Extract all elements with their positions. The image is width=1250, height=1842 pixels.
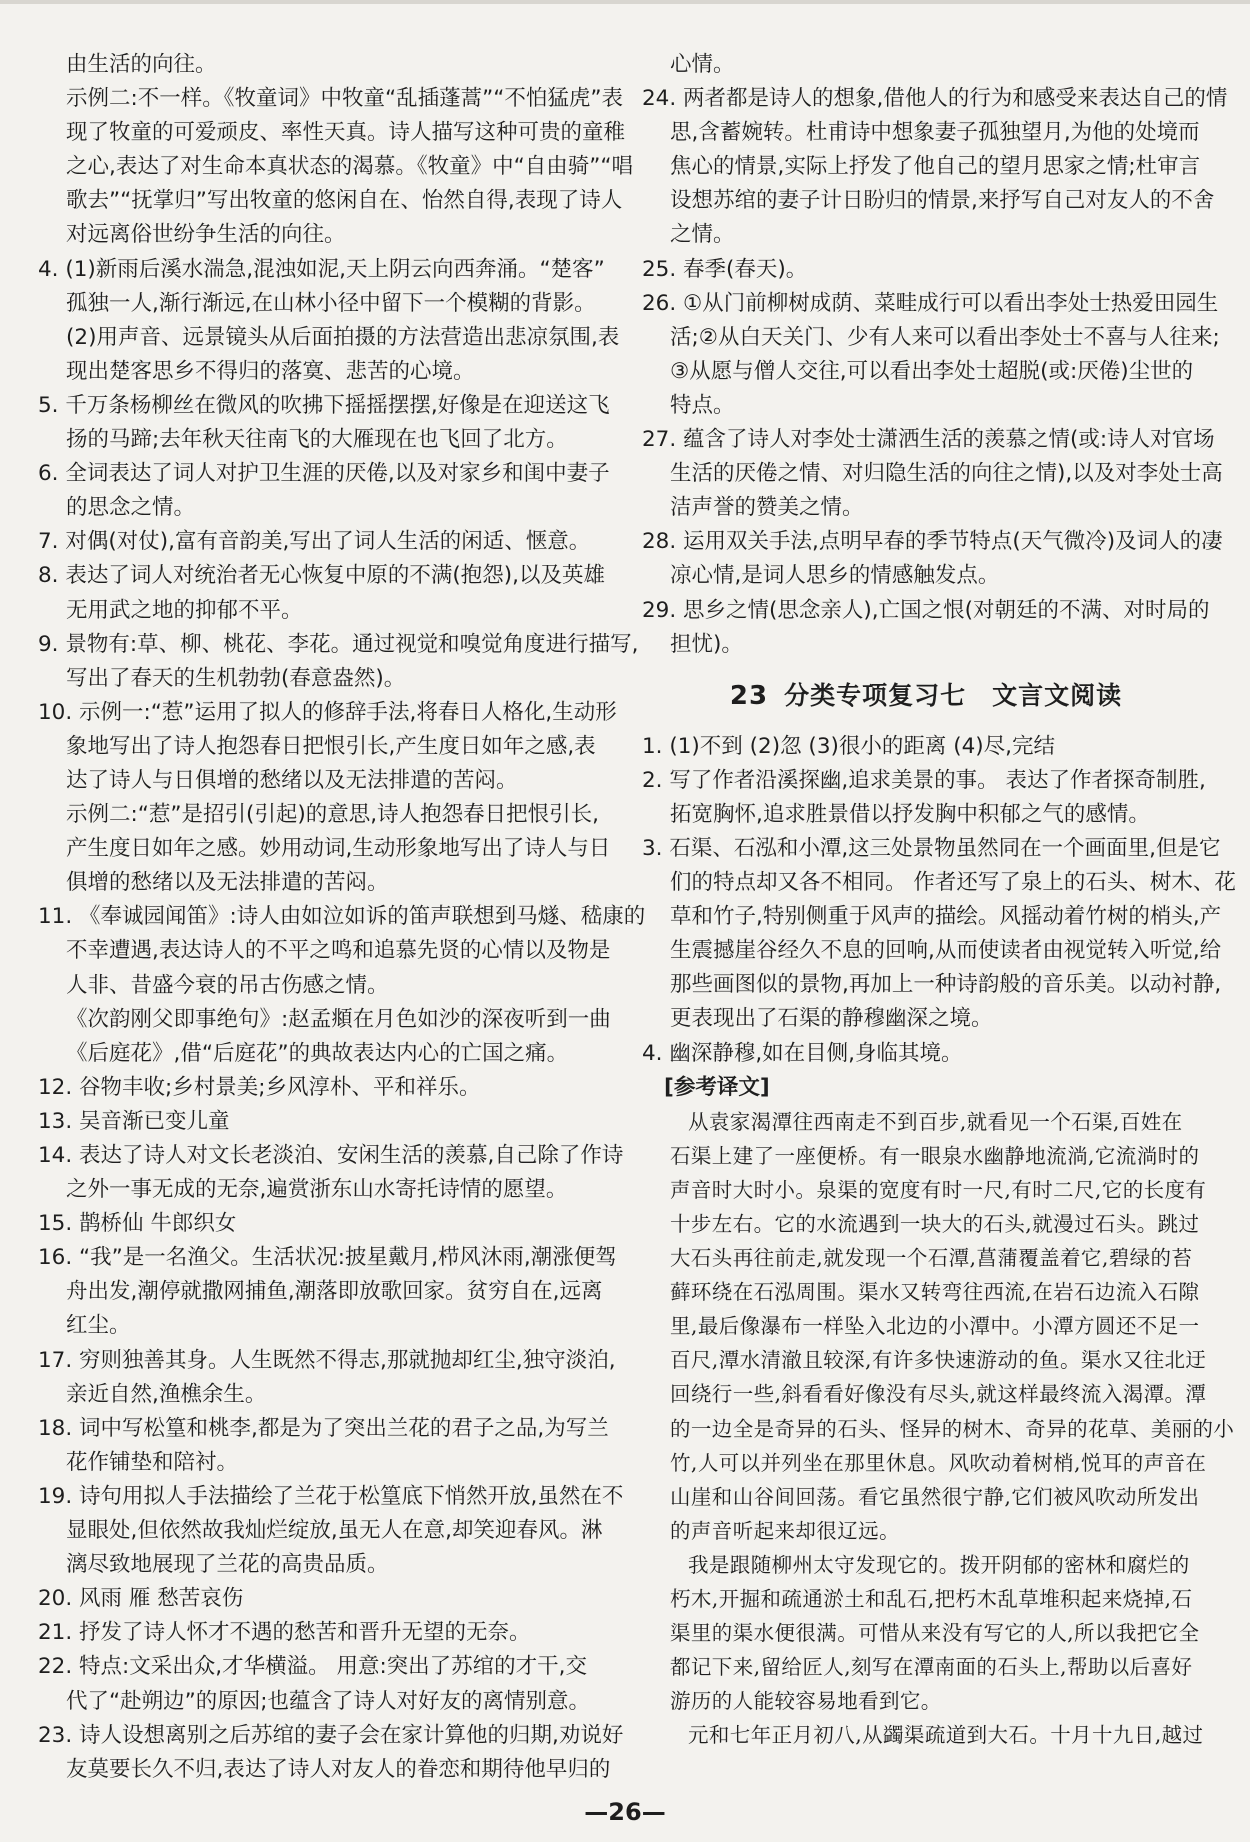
answer-line: 的思念之情。 (66, 495, 196, 521)
section-title: 分类专项复习七 (784, 680, 967, 710)
answer-line: 14. 表达了诗人对文长老淡泊、安闲生活的羡慕,自己除了作诗 (38, 1143, 624, 1168)
section-subtitle: 文言文阅读 (992, 680, 1123, 710)
top-rule (0, 0, 1250, 4)
answer-line: 象地写出了诗人抱怨春日把恨引长,产生度日如年之感,表 (66, 733, 596, 759)
answer-line: 23. 诗人设想离别之后苏绾的妻子会在家计算他的归期,劝说好 (38, 1722, 624, 1748)
answer-line: 们的特点却又各不相同。 作者还写了泉上的石头、树木、花 (670, 870, 1236, 896)
answer-line: 思,含蓄婉转。杜甫诗中想象妻子孤独望月,为他的处境而 (670, 120, 1200, 146)
answer-line: 红尘。 (66, 1313, 131, 1339)
answer-line: ③从愿与僧人交往,可以看出李处士超脱(或:厌倦)尘世的 (670, 358, 1194, 384)
answer-line: 无用武之地的抑郁不平。 (66, 597, 303, 623)
answer-line: 特点。 (670, 392, 735, 418)
reference-translation (642, 1105, 1235, 1753)
answer-line: 27. 蕴含了诗人对李处士潇洒生活的羡慕之情(或:诗人对官场 (642, 427, 1215, 453)
answer-line: 5. 千万条杨柳丝在微风的吹拂下摇摇摆摆,好像是在迎送这飞 (38, 392, 610, 418)
answer-line: 之心,表达了对生命本真状态的渴慕。《牧童》中“自由骑”“唱 (66, 154, 634, 180)
answer-line: 设想苏绾的妻子计日盼归的情景,来抒写自己对友人的不舍 (670, 188, 1215, 214)
answer-line: 13. 吴音渐已变儿童 (38, 1108, 230, 1134)
answer-line: 焦心的情景,实际上抒发了他自己的望月思家之情;杜审言 (670, 154, 1201, 180)
answer-line: 花作铺垫和陪衬。 (66, 1449, 239, 1475)
section-number: 23 (729, 680, 769, 711)
answer-line: 产生度日如年之感。妙用动词,生动形象地写出了诗人与日 (66, 836, 611, 862)
answer-line: 15. 鹊桥仙 牛郎织女 (38, 1211, 237, 1237)
translation-line: 大石头再往前走,就发现一个石潭,菖蒲覆盖着它,碧绿的苔 (670, 1246, 1193, 1271)
answer-line: 那些画图似的景物,再加上一种诗韵般的音乐美。以动衬静, (670, 972, 1222, 998)
translation-line: 山崖和山谷间回荡。看它虽然很宁静,它们被风吹动所发出 (670, 1484, 1200, 1509)
translation-line: 竹,人可以并列坐在那里休息。风吹动着树梢,悦耳的声音在 (670, 1450, 1207, 1475)
right-answers-poetry (642, 48, 1228, 662)
answer-line: 《后庭花》,借“后庭花”的典故表达内心的亡国之痛。 (66, 1040, 569, 1066)
answer-line: 不幸遭遇,表达诗人的不平之鸣和追慕先贤的心情以及物是 (66, 938, 611, 964)
answer-line: 2. 写了作者沿溪探幽,追求美景的事。 表达了作者探奇制胜, (642, 767, 1206, 793)
answer-line: 写出了春天的生机勃勃(春意盎然)。 (66, 665, 406, 691)
answer-line: 对远离俗世纷争生活的向往。 (66, 222, 346, 248)
translation-line: 我是跟随柳州太守发现它的。拨开阴郁的密林和腐烂的 (688, 1552, 1190, 1577)
answer-line: 16. “我”是一名渔父。生活状况:披星戴月,栉风沐雨,潮涨便驾 (38, 1245, 617, 1271)
translation-line: 从袁家渴潭往西南走不到百步,就看见一个石渠,百姓在 (688, 1109, 1183, 1134)
answer-line: 11. 《奉诚园闻笛》:诗人由如泣如诉的笛声联想到马燧、嵇康的 (38, 904, 646, 930)
answer-line: 拓宽胸怀,追求胜景借以抒发胸中积郁之气的感情。 (670, 801, 1150, 827)
answer-line: 24. 两者都是诗人的想象,借他人的行为和感受来表达自己的情 (642, 86, 1228, 112)
answer-line: 29. 思乡之情(思念亲人),亡国之恨(对朝廷的不满、对时局的 (642, 597, 1210, 623)
answer-line: 舟出发,潮停就撒网捕鱼,潮落即放歌回家。贫穷自在,远离 (66, 1279, 603, 1305)
reference-translation-heading: [参考译文] (664, 1074, 770, 1100)
answer-line: 示例二:不一样。《牧童词》中牧童“乱插蓬蒿”“不怕猛虎”表 (66, 86, 624, 112)
answer-line: 之外一事无成的无奈,遍赏浙东山水寄托诗情的愿望。 (66, 1177, 568, 1203)
answer-line: 生活的厌倦之情、对归隐生活的向往之情),以及对李处士高 (670, 461, 1223, 487)
translation-line: 百尺,潭水清澈且较深,有许多快速游动的鱼。渠水又往北迂 (670, 1348, 1207, 1373)
answer-line: 担忧)。 (670, 631, 743, 657)
answer-line: 由生活的向往。 (66, 52, 217, 77)
answer-line: 18. 词中写松篁和桃李,都是为了突出兰花的君子之品,为写兰 (38, 1415, 609, 1441)
translation-line: 的一边全是奇异的石头、怪异的树木、奇异的花草、美丽的小 (670, 1416, 1235, 1441)
answer-line: 达了诗人与日俱增的愁绪以及无法排遣的苦闷。 (66, 767, 518, 793)
translation-line: 朽木,开掘和疏通淤土和乱石,把朽木乱草堆积起来烧掉,石 (670, 1587, 1193, 1612)
translation-line: 十步左右。它的水流遇到一块大的石头,就漫过石头。跳过 (670, 1212, 1200, 1236)
answer-line: 21. 抒发了诗人怀才不遇的愁苦和晋升无望的无奈。 (38, 1620, 531, 1646)
answer-line: 亲近自然,渔樵余生。 (66, 1381, 267, 1407)
answer-line: 洁声誉的赞美之情。 (670, 495, 864, 521)
right-answers-classical (642, 730, 1236, 1071)
answer-line: 代了“赴朔边”的原因;也蕴含了诗人对好友的离情别意。 (66, 1688, 591, 1714)
answer-line: 20. 风雨 雁 愁苦哀伤 (38, 1586, 244, 1612)
answer-line: 28. 运用双关手法,点明早春的季节特点(天气微冷)及词人的凄 (642, 529, 1223, 555)
answer-line: 9. 景物有:草、柳、桃花、李花。通过视觉和嗅觉角度进行描写, (38, 631, 639, 657)
translation-line: 都记下来,留给匠人,刻写在潭南面的石头上,帮助以后喜好 (670, 1655, 1193, 1680)
answer-line: 友莫要长久不归,表达了诗人对友人的眷恋和期待他早归的 (66, 1756, 611, 1782)
answer-line: 孤独一人,渐行渐远,在山林小径中留下一个模糊的背影。 (66, 290, 596, 316)
answer-line: 扬的马蹄;去年秋天往南飞的大雁现在也飞回了北方。 (66, 427, 568, 453)
translation-line: 里,最后像瀑布一样坠入北边的小潭中。小潭方圆还不足一 (670, 1314, 1200, 1339)
answer-line: 凉心情,是词人思乡的情感触发点。 (670, 563, 1000, 589)
answer-line: 生震撼崖谷经久不息的回响,从而使读者由视觉转入听觉,给 (670, 938, 1222, 964)
right-column (642, 48, 1236, 1753)
answer-line: 草和竹子,特别侧重于风声的描绘。风摇动着竹树的梢头,产 (670, 904, 1222, 930)
answer-line: 活;②从白天关门、少有人来可以看出李处士不喜与人往来; (670, 324, 1220, 350)
answer-line: 显眼处,但依然故我灿烂绽放,虽无人在意,却笑迎春风。淋 (66, 1518, 603, 1544)
answer-line: 歌去”“抚掌归”写出牧童的悠闲自在、怡然自得,表现了诗人 (66, 188, 623, 214)
answer-line: 更表现出了石渠的静穆幽深之境。 (670, 1006, 993, 1032)
answer-line: 现了牧童的可爱顽皮、率性天真。诗人描写这种可贵的童稚 (66, 120, 626, 146)
answer-line: 4. 幽深静穆,如在目侧,身临其境。 (642, 1040, 963, 1066)
answer-line: 6. 全词表达了词人对护卫生涯的厌倦,以及对家乡和闺中妻子 (38, 461, 610, 487)
page-number: —26— (584, 1798, 666, 1826)
translation-line: 石渠上建了一座便桥。有一眼泉水幽静地流淌,它流淌时的 (670, 1143, 1200, 1168)
answer-line: 4. (1)新雨后溪水湍急,混浊如泥,天上阴云向西奔涌。“楚客” (38, 256, 605, 282)
answer-line: 漓尽致地展现了兰花的高贵品质。 (66, 1552, 389, 1578)
answer-line: 俱增的愁绪以及无法排遣的苦闷。 (66, 870, 389, 896)
answer-line: 10. 示例一:“惹”运用了拟人的修辞手法,将春日人格化,生动形 (38, 699, 617, 725)
answer-line: 心情。 (670, 52, 735, 77)
answer-line: 26. ①从门前柳树成荫、菜畦成行可以看出李处士热爱田园生 (642, 290, 1219, 316)
answer-line: 3. 石渠、石泓和小潭,这三处景物虽然同在一个画面里,但是它 (642, 835, 1221, 861)
translation-line: 渠里的渠水便很满。可惜从来没有写它的人,所以我把它全 (670, 1621, 1200, 1646)
answer-line: (2)用声音、远景镜头从后面拍摄的方法营造出悲凉氛围,表 (66, 324, 620, 350)
answer-line: 12. 谷物丰收;乡村景美;乡风淳朴、平和祥乐。 (38, 1074, 481, 1100)
section-heading (642, 662, 1210, 730)
answer-line: 19. 诗句用拟人手法描绘了兰花于松篁底下悄然开放,虽然在不 (38, 1483, 624, 1509)
answer-line: 之情。 (670, 222, 735, 248)
left-column (38, 48, 646, 1787)
answer-line: 8. 表达了词人对统治者无心恢复中原的不满(抱怨),以及英雄 (38, 563, 605, 589)
translation-line: 藓环绕在石泓周围。渠水又转弯往西流,在岩石边流入石隙 (670, 1280, 1200, 1305)
answer-line: 示例二:“惹”是招引(引起)的意思,诗人抱怨春日把恨引长, (66, 802, 599, 828)
answer-line: 《次韵刚父即事绝句》:赵孟頫在月色如沙的深夜听到一曲 (66, 1006, 611, 1032)
answer-line: 7. 对偶(对仗),富有音韵美,写出了词人生活的闲适、惬意。 (38, 529, 591, 555)
translation-line: 游历的人能较容易地看到它。 (670, 1689, 942, 1714)
answer-line: 25. 春季(春天)。 (642, 256, 808, 282)
answer-line: 17. 穷则独善其身。人生既然不得志,那就抛却红尘,独守淡泊, (38, 1347, 616, 1373)
answer-line: 现出楚客思乡不得归的落寞、悲苦的心境。 (66, 358, 475, 384)
translation-line: 元和七年正月初八,从蠲渠疏道到大石。十月十九日,越过 (688, 1723, 1204, 1748)
translation-line: 的声音听起来却很辽远。 (670, 1518, 900, 1543)
answer-line: 人非、昔盛今衰的吊古伤感之情。 (66, 972, 389, 998)
answer-line: 22. 特点:文采出众,才华横溢。 用意:突出了苏绾的才干,交 (38, 1654, 588, 1680)
answer-line: 1. (1)不到 (2)忽 (3)很小的距离 (4)尽,完结 (642, 733, 1056, 759)
translation-line: 回绕行一些,斜看看好像没有尽头,就这样最终流入渴潭。潭 (670, 1382, 1207, 1407)
translation-line: 声音时大时小。泉渠的宽度有时一尺,有时二尺,它的长度有 (670, 1177, 1207, 1202)
